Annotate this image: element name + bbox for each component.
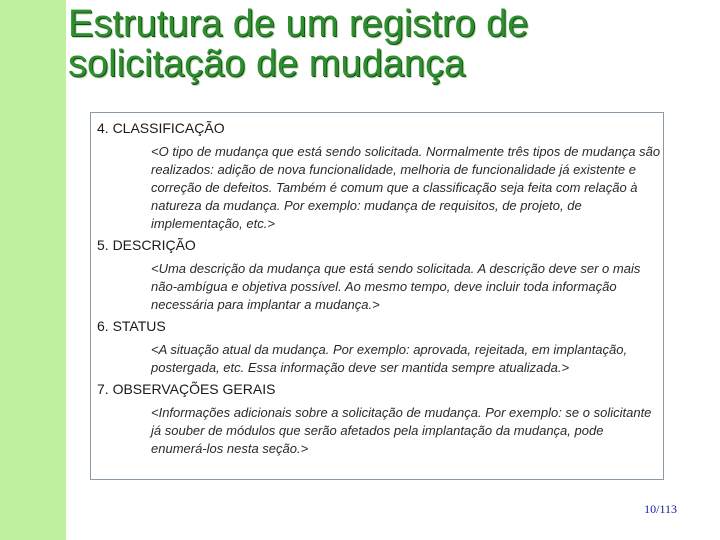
left-accent-bar [0, 0, 66, 540]
slide-title [68, 4, 718, 84]
section-observacoes-gerais [97, 381, 657, 458]
section-heading: 7. OBSERVAÇÕES GERAIS [97, 381, 276, 397]
section-classificacao [97, 120, 661, 233]
slide-title-line-1: Estrutura de um registro de [68, 3, 529, 45]
content-box [90, 112, 664, 480]
section-heading: 5. DESCRIÇÃO [97, 237, 196, 253]
section-body: <A situação atual da mudança. Por exemplo: aprovada, rejeitada, em implantação, postergada, etc. Essa informação deve ser mantida sempre atualizada.> [151, 342, 628, 375]
section-body: <Informações adicionais sobre a solicitação de mudança. Por exemplo: se o solicitante já souber de módulos que serão afetados pela implantação da mudança, pode enumerá-los nesta seção.> [151, 405, 652, 456]
page-number: 10/113 [644, 502, 677, 516]
section-heading: 4. CLASSIFICAÇÃO [97, 120, 225, 136]
slide-title-line-2: solicitação de mudança [68, 43, 466, 85]
section-body: <Uma descrição da mudança que está sendo solicitada. A descrição deve ser o mais não-ambígua e objetiva possível. Ao mesmo tempo, deve incluir toda informação necessária para implantar a mudança.> [151, 261, 641, 312]
section-descricao [97, 237, 657, 314]
section-heading: 6. STATUS [97, 318, 166, 334]
section-body: <O tipo de mudança que está sendo solicitada. Normalmente três tipos de mudança são realizados: adição de nova funcionalidade, melhoria de funcionalidade já existente e correção de defeitos. Também é comum que a classificação seja feita com relação à natureza da mudança. Por exemplo: mudança de requisitos, de projeto, de implementação, etc.> [151, 144, 661, 231]
section-status [97, 318, 657, 377]
